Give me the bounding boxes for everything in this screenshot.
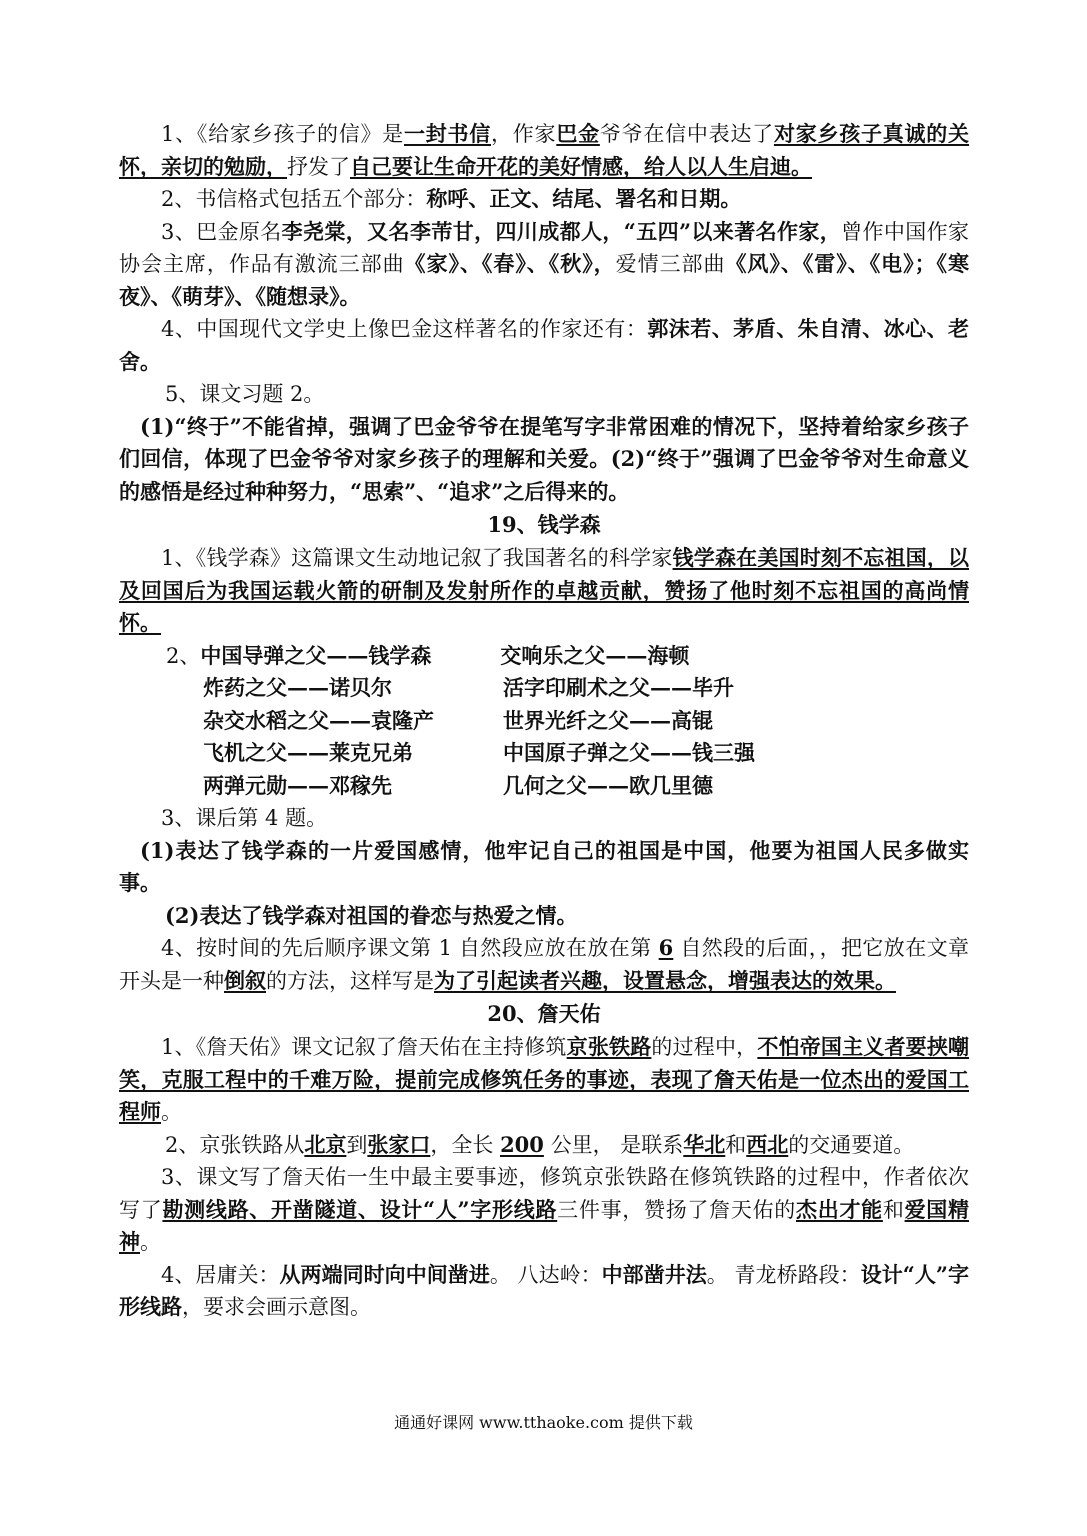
text: 和 bbox=[882, 1197, 905, 1222]
list-item bbox=[203, 770, 969, 803]
text: 2、京张铁路从 bbox=[165, 1132, 305, 1157]
text: 。 bbox=[161, 1100, 182, 1124]
bold-text: (2)表达了钱学森对祖国的眷恋与热爱之情。 bbox=[165, 902, 578, 928]
paragraph-19-4 bbox=[119, 835, 969, 900]
list-item bbox=[203, 705, 969, 738]
text: 公里， 是联系 bbox=[543, 1132, 684, 1157]
text: 3、课文写了詹天佑一生中最主要事迹，修筑京张铁路在修筑铁路的过程中，作者依次写了 bbox=[119, 1165, 969, 1222]
list-cell: 杂交水稻之父——袁隆产 bbox=[203, 707, 434, 733]
underlined-text: 京张铁路 bbox=[566, 1034, 652, 1059]
text: 抒发了 bbox=[287, 154, 350, 179]
text: 2、书信格式包括五个部分： bbox=[161, 187, 427, 211]
bold-text: 《风》、《雷》、《电》；《寒夜》、《萌芽》、《随想录》。 bbox=[119, 251, 970, 309]
underlined-text: 一封书信 bbox=[403, 121, 492, 146]
paragraph-18-1 bbox=[119, 118, 969, 183]
text: 爱情三部曲 bbox=[615, 252, 726, 276]
paragraph-19-1 bbox=[119, 542, 969, 640]
text: 的方法，这样写是 bbox=[266, 968, 434, 993]
list-item bbox=[203, 737, 969, 770]
paragraph-19-6 bbox=[119, 932, 969, 997]
underlined-text: 北京 bbox=[304, 1131, 347, 1157]
bold-text: 称呼、正文、结尾、署名和日期。 bbox=[426, 186, 742, 211]
bold-text: 设计“人”字形线路 bbox=[119, 1261, 969, 1319]
list-cell: 几何之父——欧几里德 bbox=[503, 772, 713, 798]
underlined-text: 巴金 bbox=[556, 121, 600, 146]
bold-text: (1)“终于”不能省掉，强调了巴金爷爷在提笔写字非常困难的情况下，坚持着给家乡孩子们回信，体现了巴金爷爷对家乡孩子的理解和关爱。(2)“终于”强调了巴金爷爷对生命意义的感悟是经过种种努力，“思索”、“追求”之后得来的。 bbox=[119, 413, 969, 504]
paragraph-18-3 bbox=[119, 216, 969, 314]
underlined-text: 勘测线路、开凿隧道、设计“人”字形线路 bbox=[162, 1196, 558, 1222]
text: 4、按时间的先后顺序课文第 1 自然段应放在放在第 bbox=[161, 936, 659, 960]
list-cell: 交响乐之父——海顿 bbox=[500, 642, 690, 668]
text: 的过程中， bbox=[651, 1035, 758, 1059]
paragraph-18-6 bbox=[119, 411, 969, 509]
underlined-text: 华北 bbox=[683, 1131, 726, 1157]
underlined-text: 6 bbox=[658, 935, 674, 960]
paragraph-18-4 bbox=[119, 313, 969, 378]
text: 。 八达岭： bbox=[489, 1262, 602, 1287]
bold-text: 《家》、《春》、《秋》， bbox=[404, 251, 616, 276]
text: ，作家 bbox=[491, 122, 557, 146]
list-cell: 两弹元勋——邓稼先 bbox=[203, 772, 392, 798]
bold-text: 从两端同时向中间凿进 bbox=[279, 1261, 490, 1287]
text: 1、《詹天佑》课文记叙了詹天佑在主持修筑 bbox=[161, 1035, 567, 1059]
underlined-text: 对家乡孩子真诚的关怀，亲切的勉励， bbox=[119, 121, 970, 179]
list-cell: 中国原子弹之父——钱三强 bbox=[503, 740, 755, 765]
paragraph-19-5 bbox=[119, 900, 969, 933]
text: 1、《钱学森》这篇课文生动地记叙了我国著名的科学家 bbox=[161, 546, 673, 570]
underlined-text: 爱国精神 bbox=[119, 1196, 970, 1254]
bold-text: 李尧棠，又名李芾甘，四川成都人，“五四”以来著名作家， bbox=[281, 218, 842, 244]
text: 。 bbox=[140, 1230, 161, 1254]
list-prefix: 2、 bbox=[166, 643, 201, 668]
text: 到 bbox=[346, 1132, 368, 1157]
list-cell: 世界光纤之父——高锟 bbox=[503, 707, 713, 733]
list-item bbox=[166, 640, 969, 673]
list-cell: 中国导弹之父——钱学森 bbox=[200, 642, 432, 668]
paragraph-18-2 bbox=[119, 183, 969, 216]
bold-text: (1)表达了钱学森的一片爱国感情，他牢记自己的祖国是中国，他要为祖国人民多做实事。 bbox=[119, 837, 969, 895]
list-item bbox=[203, 672, 969, 705]
text: 自然段的后面，，把它放在文章开头是一种 bbox=[119, 936, 969, 993]
underlined-text: 杰出才能 bbox=[796, 1196, 883, 1222]
text: 和 bbox=[725, 1132, 747, 1157]
text: 4、中国现代文学史上像巴金这样著名的作家还有： bbox=[161, 317, 648, 341]
bold-text: 郭沫若、茅盾、朱自清、冰心、老舍。 bbox=[119, 316, 970, 374]
paragraph-20-3 bbox=[119, 1161, 969, 1259]
bold-text: 中部凿井法 bbox=[601, 1261, 707, 1287]
paragraph-20-4 bbox=[119, 1259, 969, 1324]
paragraph-18-5: 5、课文习题 2。 bbox=[165, 382, 325, 406]
page-footer: 通通好课网 www.tthaoke.com 提供下载 bbox=[394, 1413, 693, 1432]
text: 3、巴金原名 bbox=[161, 219, 282, 244]
section-title-20: 20、詹天佑 bbox=[487, 1001, 601, 1026]
text: ，全长 bbox=[430, 1132, 501, 1157]
underlined-text: 不怕帝国主义者要挟嘲笑，克服工程中的千难万险，提前完成修筑任务的事迹，表现了詹天佑是一位杰出的爱国工程师 bbox=[119, 1034, 970, 1124]
fathers-list bbox=[119, 640, 969, 803]
list-cell: 活字印刷术之父——毕升 bbox=[503, 675, 734, 700]
text: 曾作中国作家协会主席，作品有激流三部曲 bbox=[119, 219, 969, 276]
underlined-text: 200 bbox=[500, 1131, 544, 1157]
paragraph-20-1 bbox=[119, 1031, 969, 1129]
underlined-text: 钱学森在美国时刻不忘祖国，以及回国后为我国运载火箭的研制及发射所作的卓越贡献，赞扬了他时刻不忘祖国的高尚情怀。 bbox=[119, 545, 970, 635]
underlined-text: 自己要让生命开花的美好情感，给人以人生启迪。 bbox=[350, 153, 812, 179]
text: 1、《给家乡孩子的信》是 bbox=[161, 122, 404, 146]
paragraph-19-3: 3、课后第 4 题。 bbox=[161, 806, 328, 830]
underlined-text: 倒叙 bbox=[224, 967, 266, 993]
document-page bbox=[119, 118, 969, 1324]
text: 的交通要道。 bbox=[788, 1132, 915, 1157]
text: 爷爷在信中表达了 bbox=[599, 122, 774, 146]
list-cell: 炸药之父——诺贝尔 bbox=[203, 675, 392, 700]
underlined-text: 西北 bbox=[746, 1131, 789, 1157]
text: 4、居庸关： bbox=[161, 1262, 280, 1287]
underlined-text: 张家口 bbox=[367, 1131, 431, 1157]
underlined-text: 为了引起读者兴趣，设置悬念，增强表达的效果。 bbox=[434, 967, 896, 993]
text: ，要求会画示意图。 bbox=[182, 1295, 371, 1319]
paragraph-20-2 bbox=[119, 1129, 969, 1162]
text: 三件事，赞扬了詹天佑的 bbox=[557, 1197, 797, 1222]
list-cell: 飞机之父——莱克兄弟 bbox=[203, 740, 413, 765]
text: 。 青龙桥路段： bbox=[706, 1262, 861, 1287]
section-title-19: 19、钱学森 bbox=[487, 512, 601, 537]
